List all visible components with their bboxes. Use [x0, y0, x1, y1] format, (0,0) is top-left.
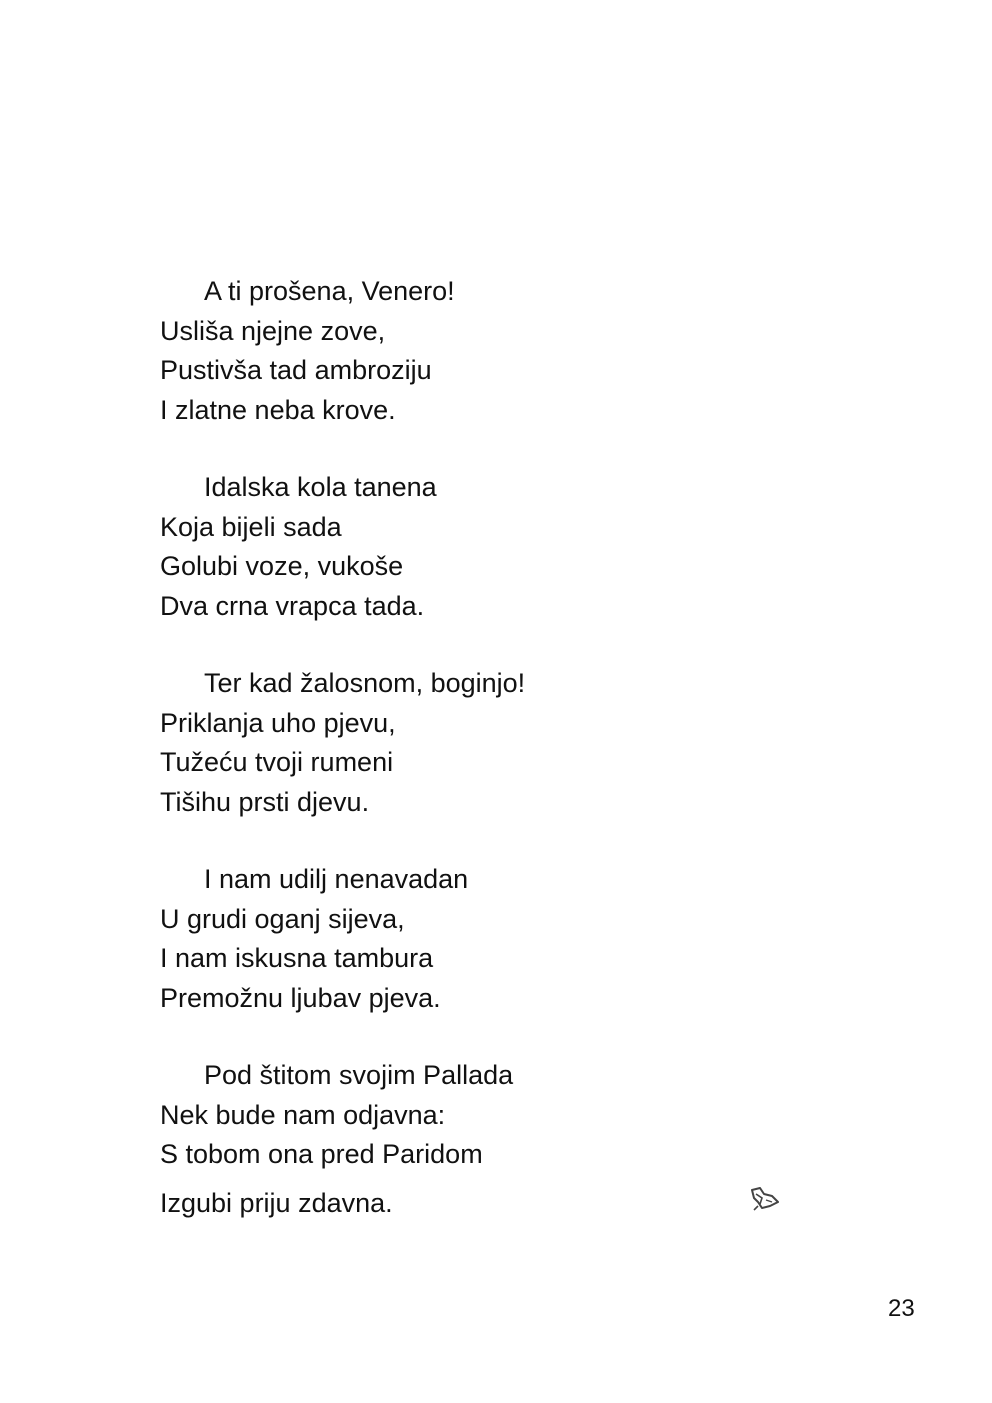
stanza-1: [160, 272, 760, 430]
poem-line: Tužeću tvoji rumeni: [160, 747, 394, 777]
poem: [160, 272, 760, 1261]
poem-line: Izgubi priju zdavna.: [160, 1187, 393, 1218]
dove-icon: [748, 1186, 780, 1212]
poem-line: I nam udilj nenavadan: [204, 864, 469, 894]
poem-line: Pustivša tad ambroziju: [160, 355, 432, 385]
stanza-5: [160, 1056, 760, 1223]
poem-line: Ter kad žalosnom, boginjo!: [204, 668, 526, 698]
poem-line: Premožnu ljubav pjeva.: [160, 982, 441, 1013]
poem-line: Golubi voze, vukoše: [160, 551, 404, 581]
poem-line: Priklanja uho pjevu,: [160, 707, 396, 738]
poem-line: Dva crna vrapca tada.: [160, 590, 425, 621]
poem-line: Tišihu prsti djevu.: [160, 786, 370, 817]
stanza-2: [160, 468, 760, 626]
poem-line: I zlatne neba krove.: [160, 394, 396, 425]
page-number: 23: [888, 1295, 915, 1322]
stanza-4: [160, 860, 760, 1018]
poem-line: Idalska kola tanena: [204, 472, 437, 502]
poem-line: S tobom ona pred Paridom: [160, 1139, 483, 1169]
poem-line: Usliša njejne zove,: [160, 315, 386, 346]
poem-line: U grudi oganj sijeva,: [160, 903, 405, 934]
poem-line: Nek bude nam odjavna:: [160, 1099, 446, 1130]
poem-line: Koja bijeli sada: [160, 511, 342, 542]
poem-line: Pod štitom svojim Pallada: [204, 1060, 514, 1090]
stanza-3: [160, 664, 760, 822]
poem-line: A ti prošena, Venero!: [204, 276, 455, 306]
poem-line: I nam iskusna tambura: [160, 943, 434, 973]
